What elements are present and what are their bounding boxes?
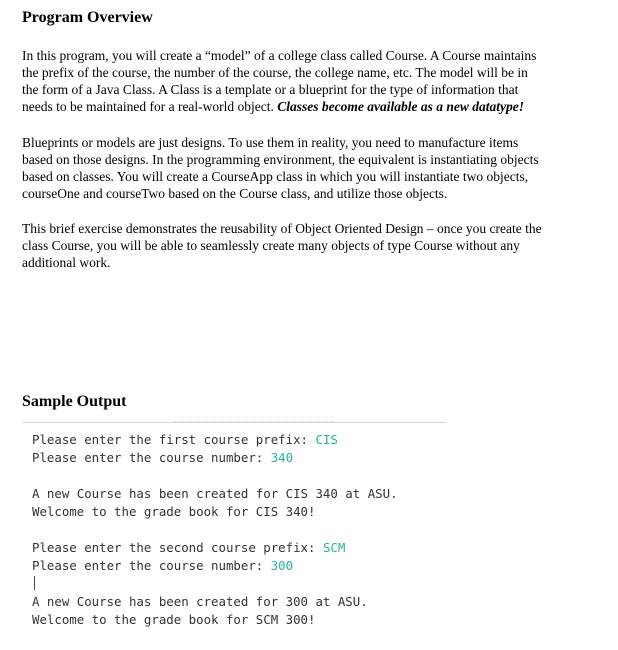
second-number-prompt: Please enter the course number: [32, 558, 271, 573]
console-top-divider [174, 417, 334, 422]
first-prefix-input: CIS [315, 432, 338, 447]
paragraph-1-line-2: the prefix of the course, the number of the course, the college name, etc. The model will be in [22, 65, 528, 80]
second-prefix-input: SCM [322, 540, 346, 555]
paragraph-2-line-1: Blueprints or models are just designs. To use them in reality, you need to manufacture items [22, 135, 519, 150]
paragraph-2-line-2: based on those designs. In the programming environment, the equivalent is instantiating objects [22, 152, 539, 167]
console-line-course-created-1: A new Course has been created for CIS 340 at ASU. [32, 486, 398, 501]
sample-output-heading: Sample Output [22, 393, 127, 410]
console-line-welcome-1: Welcome to the grade book for CIS 340! [32, 504, 316, 519]
paragraph-2-line-4: courseOne and courseTwo based on the Course class, and utilize those objects. [22, 186, 448, 201]
paragraph-3-line-1: This brief exercise demonstrates the reusability of Object Oriented Design – once you create the [22, 221, 542, 236]
paragraph-1-line-1: In this program, you will create a “model” of a college class called Course. A Course maintains [22, 48, 537, 63]
second-prefix-prompt: Please enter the second course prefix: [32, 540, 323, 555]
sample-output-console [22, 422, 446, 641]
console-line-welcome-2: Welcome to the grade book for SCM 300! [32, 612, 316, 627]
paragraph-3-line-2: class Course, you will be able to seamlessly create many objects of type Course without any [22, 238, 520, 253]
console-line-first-number [32, 450, 293, 466]
paragraph-1-line-4-text: needs to be maintained for a real-world object. [22, 99, 278, 114]
overview-paragraph-1 [22, 47, 604, 115]
console-line-course-created-2: A new Course has been created for 300 at ASU. [32, 594, 368, 609]
datatype-emphasis: Classes become available as a new datatype! [277, 99, 524, 114]
first-prefix-prompt: Please enter the first course prefix: [32, 432, 316, 447]
overview-paragraph-3 [22, 220, 604, 271]
console-line-second-number [32, 558, 293, 574]
overview-paragraph-2 [22, 134, 604, 202]
program-overview-heading: Program Overview [22, 9, 153, 26]
paragraph-1-line-3: the form of a Java Class. A Class is a template or a blueprint for the type of information that [22, 82, 519, 97]
first-number-input: 340 [270, 450, 294, 465]
text-cursor [34, 576, 35, 590]
paragraph-1-line-4 [22, 98, 604, 115]
first-number-prompt: Please enter the course number: [32, 450, 271, 465]
console-line-first-prefix [32, 432, 338, 448]
second-number-input: 300 [270, 558, 294, 573]
paragraph-3-line-3: additional work. [22, 255, 111, 270]
paragraph-2-line-3: based on classes. You will create a CourseApp class in which you will instantiate two objects, [22, 169, 529, 184]
console-line-second-prefix [32, 540, 345, 556]
